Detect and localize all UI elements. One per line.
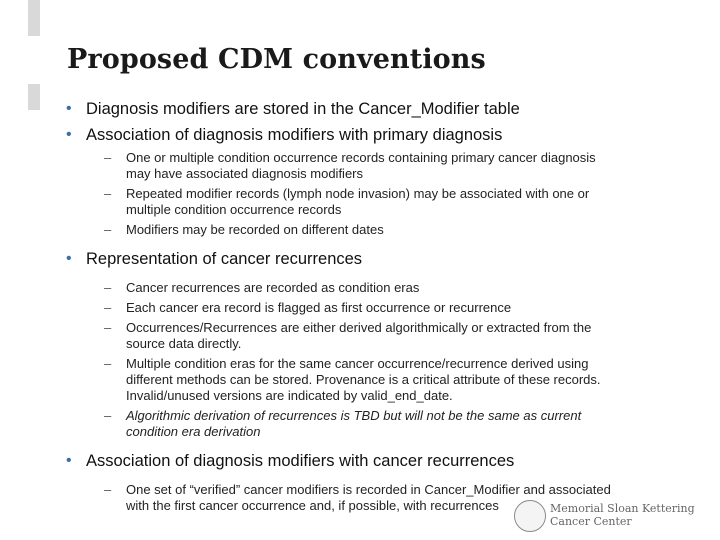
dash-icon: – <box>104 356 112 371</box>
bullet-cancer-recurrences <box>66 246 666 272</box>
top-accent-bar <box>28 0 40 36</box>
dash-icon: – <box>104 482 112 497</box>
bullet-cancer-modifier-table <box>66 96 666 122</box>
sub-bullet <box>66 222 622 238</box>
side-accent-bar <box>28 84 40 110</box>
bullet-modifiers-recurrences <box>66 448 666 474</box>
sub-bullet <box>66 356 622 404</box>
dash-icon: – <box>104 300 112 315</box>
sub-bullet <box>66 320 622 352</box>
sub-bullet <box>66 408 622 440</box>
sub-bullet-text: One or multiple condition occurrence records containing primary cancer diagnosis may have associated diagnosis modifiers <box>126 150 596 181</box>
sub-bullet-text: Each cancer era record is flagged as first occurrence or recurrence <box>126 300 512 315</box>
sub-bullet-text: Algorithmic derivation of recurrences is TBD but will not be the same as current condition era derivation <box>126 408 582 439</box>
bullet-icon: • <box>66 100 72 117</box>
logo-line-2: Cancer Center <box>550 515 632 528</box>
dash-icon: – <box>104 186 112 201</box>
logo-line-1: Memorial Sloan Kettering <box>550 502 695 515</box>
sub-bullet <box>66 280 622 296</box>
sub-bullet-text: Occurrences/Recurrences are either derived algorithmically or extracted from the source data directly. <box>126 320 592 351</box>
sub-bullet-text: Cancer recurrences are recorded as condition eras <box>126 280 420 295</box>
dash-icon: – <box>104 222 112 237</box>
dash-icon: – <box>104 320 112 335</box>
bullet-icon: • <box>66 250 72 267</box>
slide-title: Proposed CDM conventions <box>67 44 486 75</box>
sub-bullet <box>66 150 622 182</box>
seal-icon <box>514 500 546 532</box>
bullet-primary-diagnosis <box>66 122 666 148</box>
dash-icon: – <box>104 150 112 165</box>
dash-icon: – <box>104 408 112 423</box>
bullet-text: Association of diagnosis modifiers with cancer recurrences <box>86 452 515 470</box>
sub-bullet-text: One set of “verified” cancer modifiers is recorded in Cancer_Modifier and associated with the first cancer occurrence and, if possible, with recurrences <box>126 482 611 513</box>
bullet-icon: • <box>66 452 72 469</box>
logo-text <box>550 502 695 528</box>
msk-logo <box>514 500 714 536</box>
dash-icon: – <box>104 280 112 295</box>
sub-bullet-text: Repeated modifier records (lymph node invasion) may be associated with one or multiple condition occurrence records <box>126 186 590 217</box>
sub-bullet-text: Multiple condition eras for the same cancer occurrence/recurrence derived using different methods can be stored. Provenance is a critical attribute of these records. Invalid/unused versions are indicated by valid_end_date. <box>126 356 601 403</box>
bullet-icon: • <box>66 126 72 143</box>
sub-bullet <box>66 186 622 218</box>
bullet-text: Diagnosis modifiers are stored in the Cancer_Modifier table <box>86 100 520 118</box>
sub-bullet-text: Modifiers may be recorded on different dates <box>126 222 384 237</box>
slide-body <box>66 96 666 514</box>
bullet-text: Representation of cancer recurrences <box>86 250 363 268</box>
sub-bullet <box>66 300 622 316</box>
bullet-text: Association of diagnosis modifiers with primary diagnosis <box>86 126 503 144</box>
